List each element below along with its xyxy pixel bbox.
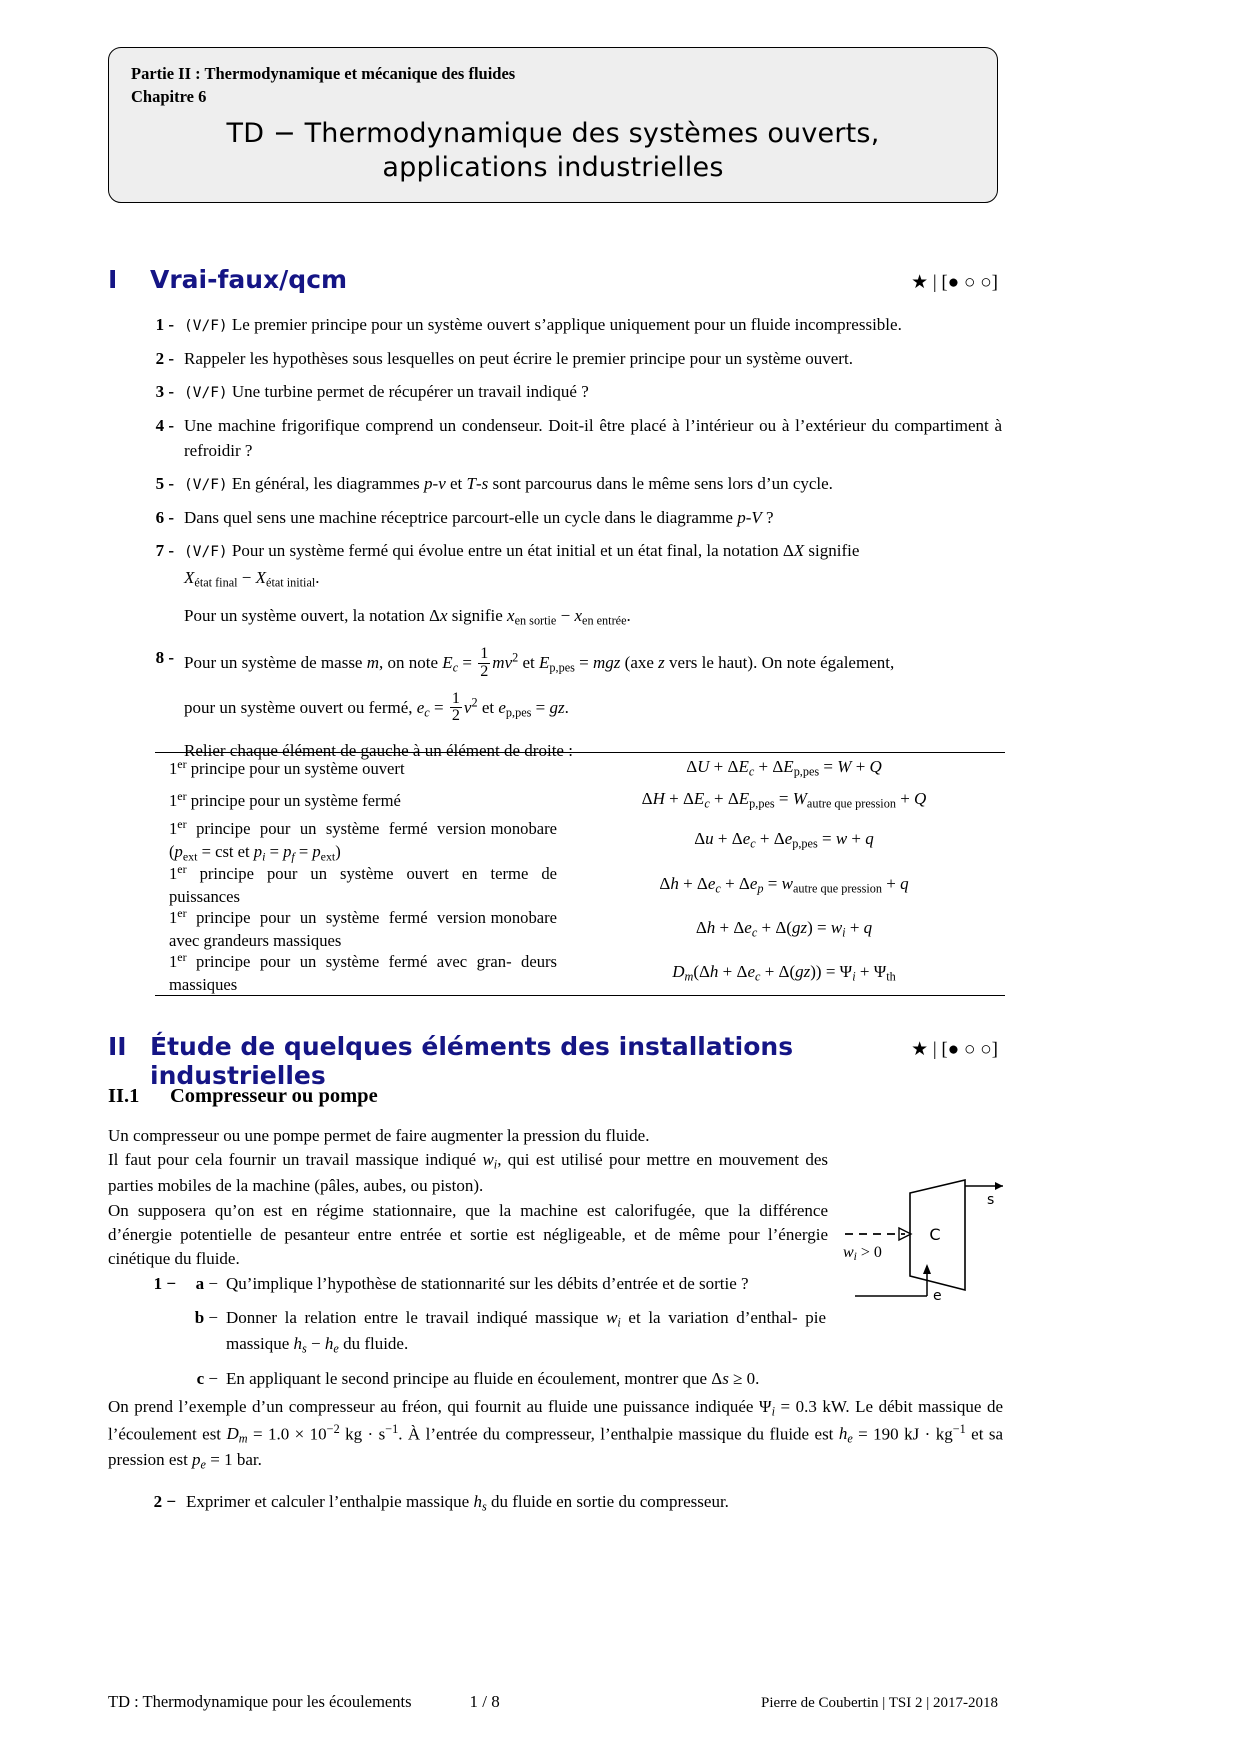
table-cell-right: $\Delta h + \Delta e_c + \Delta(gz) = w_i + q$: [695, 917, 873, 940]
question-item: c − En appliquant le second principe au fluide en écoulement, montrer que Δs ≥ 0.: [140, 1367, 860, 1392]
question-item: [140, 539, 1005, 630]
question-number: 2 −: [153, 1492, 176, 1511]
question-number: 1 −: [153, 1274, 176, 1293]
question-item: [140, 313, 1005, 338]
inlet-arrowhead: [923, 1264, 931, 1274]
table-cell-right: $\Delta U + \Delta E_c + \Delta E_{p,pes} = W + Q$: [686, 757, 882, 779]
question-text: Exprimer et calculer l’enthalpie massique $h_s$ du fluide en sortie du compresseur.: [186, 1492, 729, 1514]
table-cell-left: 1er principe pour un système ouvert en terme de puissances: [169, 862, 557, 907]
table-row: [155, 817, 1005, 863]
table-row: [155, 907, 1005, 951]
table-row: [155, 753, 1005, 784]
question-text: Pour un système fermé qui évolue entre un état initial et un état final, la notation ΔX signifie: [231, 541, 860, 561]
table-cell-left: 1er principe pour un système fermé avec gran- deurs massiques: [169, 950, 557, 995]
section-heading-1: [108, 265, 998, 294]
numeric-paragraph: On prend l’exemple d’un compresseur au fréon, qui fournit au fluide une puissance indiquée $\Psi_i = 0.3$ kW. Le débit massique de l’écoulement est $D_m = 1.0 \times 10^{-2}$ kg · $s^{-1}$. À l’entrée du compresseur, l’enthalpie massique du fluide est $h_e = 190$ kJ · $kg^{-1}$ et sa pression est $p_e = 1$ bar.: [108, 1397, 1004, 1472]
question-text: Le premier principe pour un système ouvert s’applique uniquement pour un fluide incompressible.: [231, 315, 902, 334]
vf-tag: (V/F): [184, 544, 228, 561]
difficulty-badge-2: ★ | [● ○ ○]: [911, 1039, 998, 1060]
difficulty-badge-1: ★ | [● ○ ○]: [911, 272, 998, 293]
table-cell-right: $\Delta u + \Delta e_c + \Delta e_{p,pes} = w + q$: [694, 828, 874, 851]
footer-right: Pierre de Coubertin | TSI 2 | 2017-2018: [761, 1695, 998, 1711]
compressor-label-c: C: [929, 1225, 941, 1244]
matching-table: [155, 752, 1005, 996]
q7-math-line: $X_{état final} - X_{état initial}$.: [184, 568, 320, 590]
question-text: Rappeler les hypothèses sous lesquelles on peut écrire le premier principe pour un système ouvert.: [184, 348, 853, 368]
paragraph-line: On supposera qu’on est en régime stationnaire, que la machine est calorifugée, que la différence d’énergie potentielle de pesanteur entre entrée et sortie est négligeable, et de même pour l’énergie cinétique du fluide.: [108, 1200, 828, 1269]
vf-tag: (V/F): [184, 477, 228, 494]
q7-second-line: Pour un système ouvert, la notation Δx signifie $x_{en sortie} - x_{en entrée}$.: [184, 606, 631, 628]
subsection-title: Compresseur ou pompe: [170, 1085, 378, 1107]
question-text: Donner la relation entre le travail indiqué massique $w_i$ et la variation d’enthal- pie massique $h_s - h_e$ du fluide.: [226, 1307, 826, 1356]
document-title-line-2: applications industrielles: [382, 152, 724, 184]
question-item-2: [140, 1490, 1000, 1525]
q8-line-1: Pour un système de masse m, on note $E_c$ = $\frac{1}{2}$ $mv^2$ et $E_{p,pes}$ = mgz (axe z vers le haut). On note également,: [184, 645, 895, 680]
question-item: [140, 380, 1005, 405]
question-item: [140, 347, 1005, 372]
question-number: 8 -: [155, 648, 174, 667]
title-box: [108, 47, 998, 203]
subsection-heading: [108, 1085, 378, 1108]
question-text: En appliquant le second principe au fluide en écoulement, montrer que Δs ≥ 0.: [226, 1368, 760, 1388]
subsection-number: II.1: [108, 1085, 140, 1107]
q8-relier-line: Relier chaque élément de gauche à un élément de droite :: [184, 741, 573, 761]
document-title-line-1: TD − Thermodynamique des systèmes ouverts,: [226, 117, 880, 149]
part-label: Partie II : Thermodynamique et mécanique des fluides: [131, 64, 516, 83]
section-heading-2: [108, 1032, 998, 1090]
question-item: [140, 414, 1005, 463]
question-text: Qu’implique l’hypothèse de stationnarité sur les débits d’entrée et de sortie ?: [226, 1274, 749, 1293]
section-number-2: II: [108, 1032, 127, 1061]
section2-paragraph-1: [108, 1124, 828, 1271]
footer-left: TD : Thermodynamique pour les écoulements: [108, 1692, 412, 1711]
question-number: 6 -: [155, 507, 174, 527]
table-cell-left: 1er principe pour un système fermé: [169, 789, 401, 811]
question-number: 7 -: [155, 541, 174, 561]
section-title-1: Vrai-faux/qcm: [150, 265, 348, 294]
table-row: [155, 951, 1005, 995]
question-item: 1 − a − Qu’implique l’hypothèse de stationnarité sur les débits d’entrée et de sortie ?: [140, 1272, 860, 1297]
page-footer: [108, 1692, 998, 1712]
question-item: b − Donner la relation entre le travail indiqué massique $w_i$ et la variation d’enthal- pie massique $h_s - h_e$ du fluide.: [140, 1306, 860, 1358]
chapter-label: Chapitre 6: [131, 87, 207, 107]
vf-tag: (V/F): [184, 318, 228, 334]
question-item: 6 - Dans quel sens une machine réceptrice parcourt-elle un cycle dans le diagramme p-V ?: [140, 506, 1005, 531]
compressor-figure: [835, 1168, 1015, 1323]
table-cell-left: 1er principe pour un système fermé version monobare ($p_{ext}$ = cst et $p_i = p_f = p_{ext}$): [169, 816, 557, 863]
table-cell-right: $\Delta h + \Delta e_c + \Delta e_p = w_{autre que pression} + q$: [659, 873, 909, 896]
table-cell-left: 1er principe pour un système ouvert: [169, 757, 405, 779]
outlet-arrowhead: [995, 1182, 1003, 1190]
paragraph-line: Un compresseur ou une pompe permet de faire augmenter la pression du fluide.: [108, 1126, 650, 1145]
vf-tag: (V/F): [184, 385, 228, 402]
section-number-1: I: [108, 265, 118, 294]
question-item: 5 - (V/F) En général, les diagrammes p-v et T-s sont parcourus dans le même sens lors d’un cycle.: [140, 472, 1005, 497]
compressor-diagram-svg: [835, 1168, 1015, 1318]
table-cell-right: $D_m(\Delta h + \Delta e_c + \Delta(gz)) = \Psi_i + \Psi_{th}$: [672, 961, 896, 984]
question-text: Une machine frigorifique comprend un condenseur. Doit-il être placé à l’intérieur ou à l’extérieur du compartiment à refroidir ?: [184, 415, 1002, 460]
footer-page-number: 1 / 8: [469, 1692, 500, 1711]
section-title-2: Étude de quelques éléments des installations industrielles: [150, 1032, 794, 1090]
paragraph-line: Il faut pour cela fournir un travail massique indiqué $w_i$, qui est utilisé pour mettre en mouvement des parties mobiles de la machine (pâles, aubes, ou piston).: [108, 1150, 828, 1196]
question-number: 5 -: [155, 474, 174, 494]
table-row: [155, 863, 1005, 907]
question-number: 1 -: [155, 315, 174, 334]
question-text: Une turbine permet de récupérer un travail indiqué ?: [231, 382, 589, 402]
question-number: 3 -: [155, 382, 174, 402]
table-cell-right: $\Delta H + \Delta E_c + \Delta E_{p,pes} = W_{autre que pression} + Q$: [641, 789, 927, 811]
question-number: 4 -: [155, 415, 174, 435]
work-label-wi: $w_i > 0$: [843, 1244, 882, 1264]
question-list-section-1: [140, 313, 1005, 639]
question-item-8: [140, 646, 1008, 764]
table-cell-left: 1er principe pour un système fermé version monobare avec grandeurs massiques: [169, 906, 557, 951]
outlet-label-s: s: [987, 1192, 995, 1208]
question-number: 2 -: [155, 348, 174, 368]
q8-line-2: pour un système ouvert ou fermé, $e_c$ = $\frac{1}{2}$ $v^2$ et $e_{p,pes}$ = gz.: [184, 689, 569, 725]
inlet-label-e: e: [933, 1288, 942, 1304]
question-list-section-2: [140, 1272, 860, 1401]
